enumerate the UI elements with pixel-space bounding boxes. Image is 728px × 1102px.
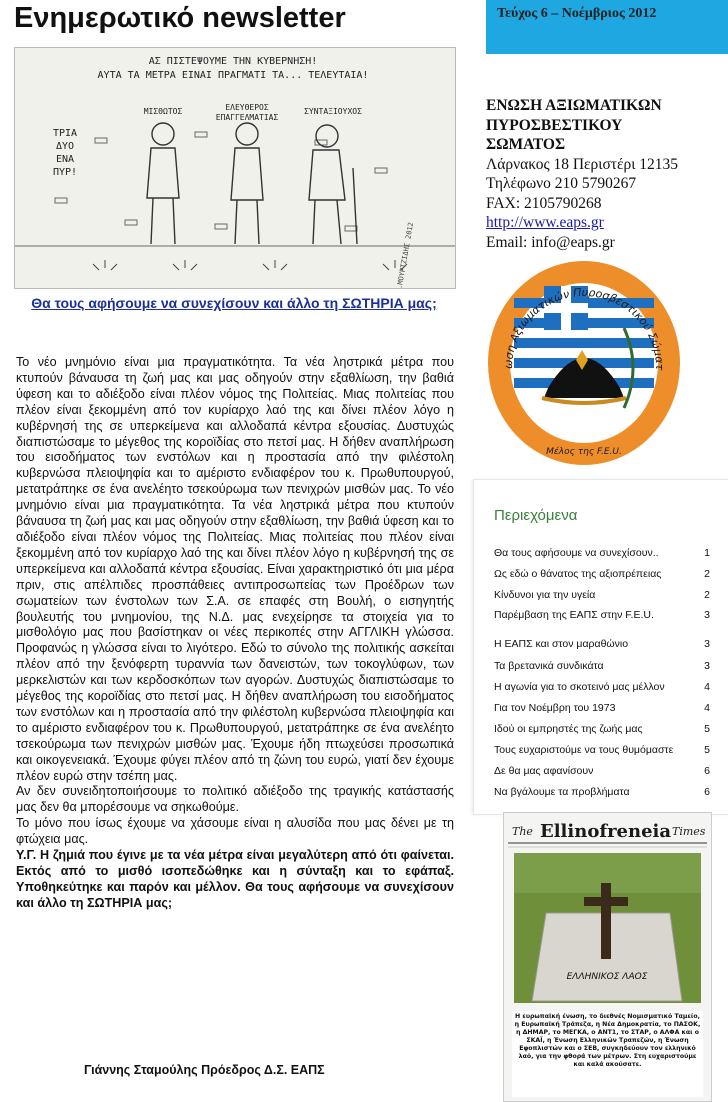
cartoon-figures: [147, 123, 357, 244]
org-phone: Τηλέφωνο 210 5790267: [486, 175, 637, 192]
cartoon-caption-2: ΑΥΤΑ ΤΑ ΜΕΤΡΑ ΕΙΝΑΙ ΠΡΑΓΜΑΤΙ ΤΑ... ΤΕΛΕΥΤΑΙΑ!: [97, 70, 369, 81]
toc-item[interactable]: Ιδού οι εμπρηστές της ζωής μας 5: [494, 723, 710, 735]
cross-icon: [601, 883, 611, 959]
speech-4: ΠΥΡ!: [52, 167, 78, 178]
floor-lights: [93, 260, 407, 270]
org-name-line2: ΠΥΡΟΣΒΕΣΤΙΚΟΥ: [486, 116, 623, 134]
article-body: [16, 355, 454, 912]
masthead-times: Times: [672, 825, 706, 838]
tombstone-text: ΕΛΛΗΝΙΚΟΣ ΛΑΟΣ: [566, 972, 648, 982]
article-signature: Γιάννης Σταμούλης Πρόεδρος Δ.Σ. ΕΑΠΣ: [84, 1063, 325, 1077]
speech-2: ΔΥΟ: [55, 141, 75, 152]
toc-title: Περιεχόμενα: [494, 507, 578, 524]
label-pensioner: ΣΥΝΤΑΞΙΟΥΧΟΣ: [304, 107, 362, 116]
toc-item[interactable]: Η ΕΑΠΣ και στον μαραθώνιο 3: [494, 638, 710, 650]
org-address: Λάρνακος 18 Περιστέρι 12135: [486, 155, 679, 173]
org-name-line3: ΣΩΜΑΤΟΣ: [486, 136, 566, 153]
speech-1: ΤΡΙΑ: [52, 128, 78, 139]
article-paragraph: Αν δεν συνειδητοποιήσουμε το πολιτικό αδιέξοδο της τραγικής κατάστασής μας δεν θα μπορέσουμε να σηκωθούμε.: [16, 784, 454, 815]
toc-item[interactable]: Ως εδώ ο θάνατος της αξιοπρέπειας 2: [494, 568, 710, 580]
masthead-name: Ellinofreneia: [540, 821, 672, 842]
toc-item[interactable]: Παρέμβαση της ΕΑΠΣ στην F.E.U. 3: [494, 609, 710, 621]
org-website-link[interactable]: http://www.eaps.gr: [486, 214, 604, 231]
logo-bottom-text: Μέλος της F.E.U.: [546, 447, 622, 457]
artist-signature: Σ.ΜΟΥΡΤΖΙΔΗΣ 2012: [394, 221, 416, 288]
org-email: Email: info@eaps.gr: [486, 233, 615, 251]
article-postscript: Υ.Γ. Η ζημιά που έγινε με τα νέα μέτρα είναι μεγαλύτερη από ότι φαίνεται. Εκτός από το μισθό ισοπεδώθηκε και η σύνταξη και το εφάπαξ. Υποθηκεύτηκε και παρόν και μέλλον. Θα τους αφήσουμε να συνεχίσουν και άλλο τη ΣΩΤΗΡΙΑ μας;: [16, 848, 454, 910]
newsletter-title: Ενημερωτικό newsletter: [14, 2, 346, 34]
speech-3: ΕΝΑ: [55, 154, 75, 165]
newspaper-caption: Η ευρωπαϊκή ένωση, το διεθνές Νομισματικό Ταμείο, η Ευρωπαϊκή Τράπεζα, η Νέα Δημοκρατία, το ΠΑΣΟΚ, η ΔΗΜΑΡ, το ΜΕΓΚΑ, ο ΑΝΤ1, το ΣΤΑΡ, ο ΑΛΦΑ και ο ΣΚΑΪ, η Ένωση Ελληνικών Τραπεζών, η Ένωση Εφοπλιστών και ο ΣΕΒ, συγκηδεύουν τον ελληνικό λαό, για την φθορά των μέτρων. Στη ευχαριστούμε και καλά ακούσατε.: [514, 1013, 701, 1068]
newspaper-clipping: [503, 812, 712, 1102]
label-freelancer-2: ΕΠΑΓΓΕΛΜΑΤΙΑΣ: [215, 113, 279, 122]
article-paragraph: Το μόνο που ίσως έχουμε να χάσουμε είναι η αλυσίδα που μας δένει με τη φτώχεια μας.: [16, 816, 454, 847]
organization-contact: [486, 96, 722, 252]
political-cartoon: [14, 47, 456, 289]
toc-item[interactable]: Για τον Νοέμβρη του 1973 4: [494, 702, 710, 714]
article-paragraph: Το νέο μνημόνιο είναι μια πραγματικότητα. Τα νέα ληστρικά μέτρα που κτυπούν βάναυσα τη ζωή μας και μας οδηγούν στην εξαθλίωση, την βαθιά ύφεση και το αδιέξοδο είναι πλέον νόμος της Πολιτείας. Μιας πολιτείας που πλέον είναι ξεκομμένη από τον κυρίαρχο λαό της και δίνει πλέον λόγο η κυβέρνησή της σε υπερκείμενα και αλλοδαπά κέντρα εξουσίας. Δυστυχώς διαπιστώσαμε το μέγεθος της κοροϊδίας στο πετσί μας. Η δήθεν αναπλήρωση του εισοδήματος των ενστόλων και η προστασία από την φιλέστολη κυβερνώσα πλειοψηφία και το αμέριστο ενδιαφέρον του κ. Πρωθυπουργού, μετατράπηκε σε ένα ανελέητο τσεκούρωμα των πενιχρών μισθών μας. Το νέο μνημόνιο είναι μια πραγματικότητα. Τα νέα ληστρικά μέτρα που κτυπούν βάναυσα τη ζωή μας και μας οδηγούν στην εξαθλίωση, την βαθιά ύφεση και το αδιέξοδο είναι πλέον νόμος της Πολιτείας. Μιας πολιτείας που πλέον είναι ξεκομμένη από τον κυρίαρχο λαό της και δίνει πλέον λόγο η κυβέρνησή της σε υπερκείμενα και αλλοδαπά κέντρα εξουσίας. Είναι χαρακτηριστικό ότι μια μέρα πριν, στις απέλπιδες προσπάθειες αντιπροσωπείας των Προέδρων των σωματείων των ένστολων των Σ.Α. σε επαφές στη Βουλή, ο εισηγητής βουλευτής του μνημονίου, της Ν.Δ. μας ενεχείρησε τα στοιχεία για το μισθολόγιο μας που βασίστηκαν οι νέες περικοπές στην ΑΓΓΛΙΚΗ γλώσσα. Προφανώς η γλώσσα είναι το λιγότερο. Εδώ το σύνολο της πολιτικής ασκείται πλέον από την ξενόφερτη τυραννία των δανειστών, των τοκογλύφων, των μερκελιστών και των κερδοσκόπων των αγορών. Δυστυχώς διαπιστώσαμε το μέγεθος της κοροϊδίας στο πετσί μας. Η δήθεν αναπλήρωση του εισοδήματος των ενστόλων και η προστασία από την φιλέστολη κυβερνώσα πλειοψηφία και το αμέριστο ενδιαφέρον του κ. Πρωθυπουργού, μετατράπηκε σε ένα ανελέητο τσεκούρωμα των πενιχρών μισθών μας. Έχουμε ήδη πτωχεύσει προσωπικά και οικογενειακά. Έχουμε φύγει πλέον από τη ζώνη του ευρώ, γιατί δεν έχουμε πλέον ευρώ στην τσέπη μας.: [16, 355, 454, 783]
toc-item[interactable]: Κίνδυνοι για την υγεία 2: [494, 589, 710, 601]
cartoon-drawing: [15, 48, 455, 288]
org-name-line1: ΕΝΩΣΗ ΑΞΙΩΜΑΤΙΚΩΝ: [486, 97, 662, 114]
toc-item[interactable]: Να βγάλουμε τα προβλήματα 6: [494, 786, 710, 798]
issue-label: Τεύχος 6 – Νοέμβριος 2012: [497, 6, 657, 21]
label-freelancer-1: ΕΛΕΥΘΕΡΟΣ: [225, 103, 269, 112]
organization-logo: [484, 258, 684, 468]
masthead-the: The: [512, 825, 533, 838]
toc-item[interactable]: Τα βρετανικά συνδικάτα 3: [494, 660, 710, 672]
toc-item[interactable]: Δε θα μας αφανίσουν 6: [494, 765, 710, 777]
label-employee: ΜΙΣΘΩΤΟΣ: [143, 107, 183, 116]
org-fax: FAX: 2105790268: [486, 194, 602, 212]
toc-item[interactable]: Η αγωνία για το σκοτεινό μας μέλλον 4: [494, 681, 710, 693]
article-title-link[interactable]: Θα τους αφήσουμε να συνεχίσουν και άλλο τη ΣΩΤΗΡΙΑ μας;: [31, 295, 437, 311]
logo-ring-text: ωση Αξιωματικών Πυροσβεστικού Σώματ: [501, 285, 667, 371]
toc-item[interactable]: Τους ευχαριστούμε να τους θυμόμαστε 5: [494, 744, 710, 756]
cartoon-caption-1: ΑΣ ΠΙΣΤΕΨΟΥΜΕ ΤΗΝ ΚΥΒΕΡΝΗΣΗ!: [148, 56, 318, 67]
toc-item[interactable]: Θα τους αφήσουμε να συνεχίσουν.. 1: [494, 547, 710, 559]
